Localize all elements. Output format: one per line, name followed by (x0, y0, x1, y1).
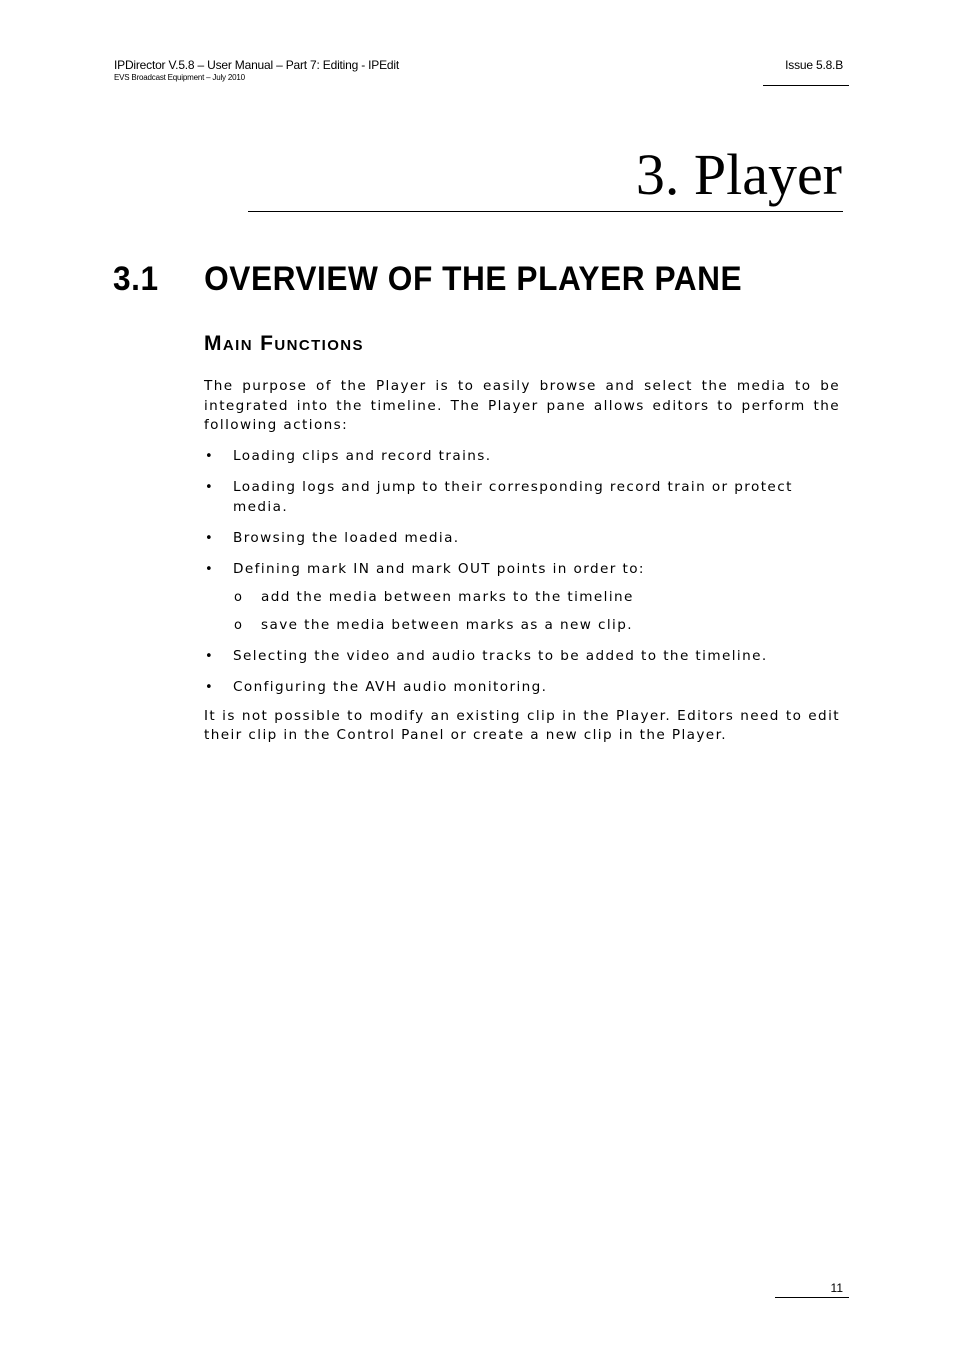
section-title: OVERVIEW OF THE PLAYER PANE (204, 260, 743, 298)
bullet-icon: • (205, 449, 215, 464)
list-item-text: Browsing the loaded media. (233, 529, 460, 546)
sub-list-item-text: save the media between marks as a new clip. (261, 616, 633, 633)
header-left (114, 58, 399, 83)
section-number: 3.1 (113, 260, 159, 298)
list-item (204, 560, 840, 636)
bullet-icon: • (205, 530, 215, 546)
list-item-text: Defining mark IN and mark OUT points in order to: (233, 560, 645, 577)
sub-list-item (233, 616, 840, 636)
list-item-text: Selecting the video and audio tracks to be added to the timeline. (233, 647, 768, 664)
list-item-text: Configuring the AVH audio monitoring. (233, 678, 548, 695)
chapter-title: 3. Player (635, 142, 842, 207)
footer-divider (775, 1297, 849, 1298)
issue-label: Issue 5.8.B (785, 58, 843, 72)
sub-list-item (233, 588, 840, 608)
list-item-text: Loading clips and record trains. (233, 448, 492, 464)
body-text (204, 377, 840, 746)
circle-bullet-icon: o (234, 617, 244, 633)
chapter-divider (248, 211, 843, 212)
list-item (204, 647, 840, 667)
list-item-text: Loading logs and jump to their corresponding record train or protect media. (233, 479, 793, 515)
header-divider (763, 85, 849, 86)
bullet-icon: • (205, 679, 215, 695)
company-date: EVS Broadcast Equipment – July 2010 (114, 73, 245, 82)
section-heading (113, 258, 742, 300)
bullet-icon: • (205, 648, 215, 664)
list-item (204, 478, 840, 517)
intro-paragraph: The purpose of the Player is to easily browse and select the media to be integrated into the timeline. The Player pane allows editors to perform the following actions: (204, 378, 840, 433)
circle-bullet-icon: o (234, 589, 244, 605)
list-item (204, 447, 840, 467)
closing-paragraph: It is not possible to modify an existing clip in the Player. Editors need to edit their clip in the Control Panel or create a new clip in the Player. (204, 707, 840, 743)
sub-list-item-text: add the media between marks to the timeline (261, 588, 634, 605)
document-title: IPDirector V.5.8 – User Manual – Part 7: Editing - IPEdit (114, 58, 399, 72)
page-number: 11 (830, 1281, 843, 1295)
bullet-icon: • (205, 561, 215, 577)
list-item (204, 529, 840, 549)
list-item (204, 678, 840, 698)
sub-list (233, 588, 840, 636)
subsection-heading: Main Functions (204, 332, 364, 355)
bullet-icon: • (205, 480, 215, 495)
action-list (204, 447, 840, 697)
